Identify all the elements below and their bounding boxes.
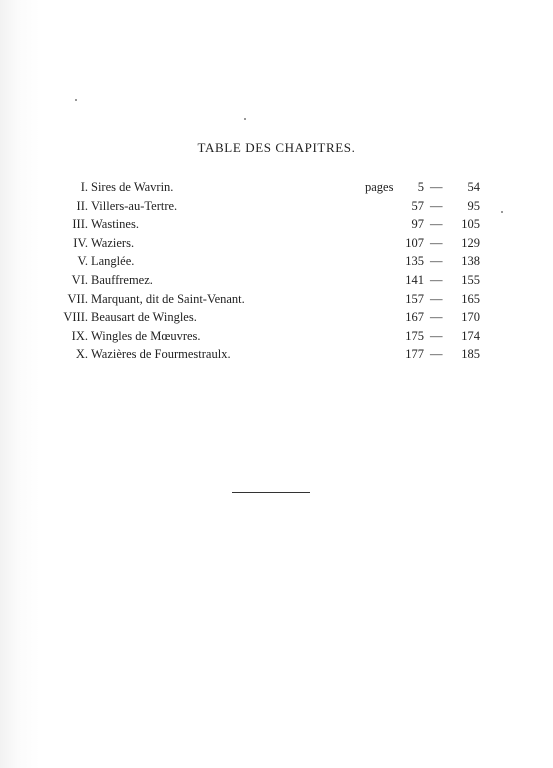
chapter-numeral: II. [76,198,88,213]
toc-row [40,345,500,364]
page-end: 129 [461,235,480,250]
chapter-numeral: III. [72,217,88,232]
page-end: 155 [461,272,480,287]
page-range-dash: — [430,328,443,343]
page-range-dash: — [430,272,443,287]
page-range-dash: — [430,198,443,213]
page-start: 97 [411,217,424,232]
toc-row [40,197,500,216]
print-speck [501,211,503,213]
chapter-numeral: I. [80,180,88,194]
page-range-dash: — [430,217,443,232]
chapter-numeral: X. [75,347,88,362]
print-speck [244,118,246,120]
page-start: 141 [405,272,424,287]
page-start: 107 [405,235,424,250]
chapter-title: Langlée. [91,254,135,269]
chapter-numeral: IX. [71,328,88,343]
chapter-title: Waziers. [91,235,135,250]
page-range-dash: — [430,235,443,250]
page-range-dash: — [430,347,443,362]
chapter-numeral: IV. [73,235,88,250]
chapter-title: Beausart de Wingles. [91,310,197,325]
page-end: 138 [461,254,480,269]
page-end: 165 [461,291,480,306]
toc-row [40,271,500,290]
toc-row [40,252,500,271]
chapter-title: Wazières de Fourmestraulx. [91,347,231,362]
page-end: 170 [461,310,480,325]
chapter-title: Sires de Wavrin. [91,180,174,194]
chapter-numeral: VII. [67,291,88,306]
toc-row [40,327,500,346]
page-start: 167 [405,310,424,325]
chapter-numeral: VI. [71,272,88,287]
page-end: 185 [461,347,480,362]
toc-row [40,308,500,327]
page-end: 54 [467,180,480,194]
page-start: 5 [417,180,424,194]
table-of-contents [40,178,500,364]
print-speck [75,99,77,101]
page-end: 174 [461,328,480,343]
chapter-title: Wingles de Mœuvres. [91,328,201,343]
page-range-dash: — [430,310,443,325]
page-start: 177 [405,347,424,362]
chapter-numeral: V. [77,254,88,269]
divider-rule [232,492,310,493]
page-end: 95 [467,198,480,213]
page-start: 57 [411,198,424,213]
page-start: 175 [405,328,424,343]
toc-row [40,290,500,309]
page-start: 157 [405,291,424,306]
chapter-title: Wastines. [91,217,139,232]
page-end: 105 [461,217,480,232]
page-range-dash: — [430,180,443,194]
page-range-dash: — [430,291,443,306]
page-title: TABLE DES CHAPITRES. [197,140,356,155]
toc-row [40,234,500,253]
chapter-title: Marquant, dit de Saint-Venant. [91,291,245,306]
pages-label: pages [365,180,394,194]
page-start: 135 [405,254,424,269]
toc-row [40,215,500,234]
chapter-title: Bauffremez. [91,272,153,287]
chapter-title: Villers-au-Tertre. [91,198,178,213]
page-range-dash: — [430,254,443,269]
toc-row [40,178,500,197]
chapter-numeral: VIII. [63,310,88,325]
